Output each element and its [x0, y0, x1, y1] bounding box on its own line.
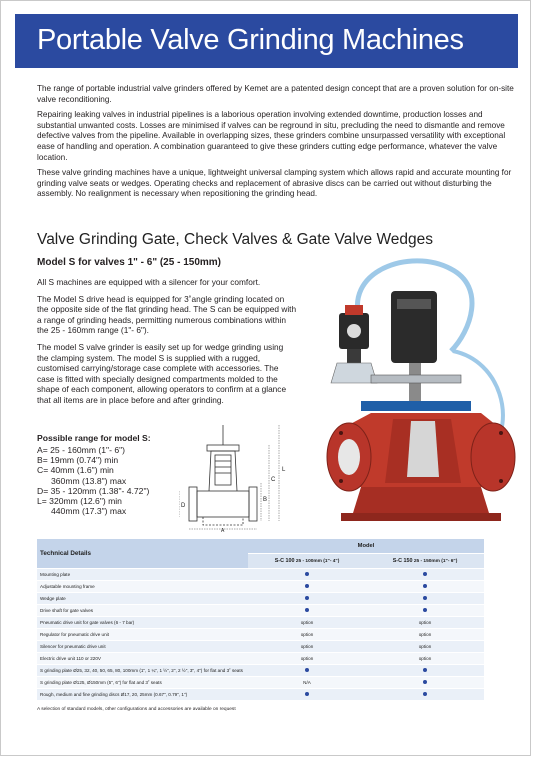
availability-cell: N/A: [248, 677, 366, 689]
included-dot-icon: [423, 596, 428, 601]
included-cell: [248, 569, 366, 581]
feature-label: S grinding plate Ø25, 32, 40, 50, 65, 80, 100mm (1", 1 ¼", 1 ½", 2", 2 ½", 3", 4") for flat and 3˚ seats: [37, 665, 248, 677]
drawing-label-b: B: [263, 497, 268, 503]
column-header: [366, 554, 484, 569]
feature-label: Mounting plate: [37, 569, 248, 581]
included-cell: [248, 689, 366, 701]
feature-label: Wedge plate: [37, 593, 248, 605]
model-s-description: [37, 277, 297, 412]
included-dot-icon: [423, 692, 428, 697]
feature-label: S grinding plate Ø125, Ø150mm (5", 6") for flat and 3˚ seats: [37, 677, 248, 689]
model-header: Model: [248, 539, 484, 554]
included-cell: [248, 665, 366, 677]
included-dot-icon: [305, 584, 310, 589]
feature-label: Electric drive unit 110 or 220V: [37, 653, 248, 665]
table-row: [37, 653, 484, 665]
availability-cell: option: [248, 629, 366, 641]
included-cell: [366, 569, 484, 581]
included-cell: [366, 689, 484, 701]
included-cell: [366, 581, 484, 593]
intro-paragraph: Repairing leaking valves in industrial pipelines is a laborious operation involving extended downtime, production losses and substantial unwanted costs. Losses are minimised if valves can be reground in situ, precluding the need to dismantle and remove defective valves from the pipeline. Available in overlapping sizes, these grinders combine unsurpassed versatility with exceptional ease of handling and operation. A combination guaranteed to give these grinders cutting edge performance, whatever the valve location.: [37, 110, 506, 162]
technical-details-table: [37, 539, 484, 701]
intro-paragraph: These valve grinding machines have a unique, lightweight universal clamping system which allows rapid and accurate mounting for grinding valve seats or wedges. Operating checks and replacement of abrasive discs can be carried out without disturbing the assembly. No realignment is necessary when repositioning the grinding head.: [37, 168, 512, 199]
feature-label: Regulator for pneumatic drive unit: [37, 629, 248, 641]
table-row: [37, 581, 484, 593]
model-range: 25 - 150mm (1"- 6"): [413, 559, 458, 564]
range-item: 440mm (17.3") max: [51, 506, 127, 517]
table-row: [37, 665, 484, 677]
table-title: Technical Details: [37, 539, 248, 569]
included-dot-icon: [423, 668, 428, 673]
range-item: L= 320mm (12.6") min: [37, 496, 122, 507]
included-cell: [366, 677, 484, 689]
drawing-label-d: D: [181, 503, 186, 509]
availability-cell: option: [366, 641, 484, 653]
table-row: [37, 677, 484, 689]
page-title: Portable Valve Grinding Machines: [37, 24, 464, 56]
included-dot-icon: [305, 608, 310, 613]
included-dot-icon: [423, 572, 428, 577]
feature-label: Rough, medium and fine grinding discs Ø17, 20, 25mm (0.67", 0.79", 1"): [37, 689, 248, 701]
included-dot-icon: [423, 680, 428, 685]
included-cell: [248, 581, 366, 593]
availability-cell: option: [248, 617, 366, 629]
table-row: [37, 593, 484, 605]
drawing-label-a: A: [221, 528, 225, 533]
range-item: B= 19mm (0.74") min: [37, 455, 119, 466]
range-item: D= 35 - 120mm (1.38"- 4.72"): [37, 485, 150, 496]
availability-cell: option: [366, 617, 484, 629]
intro-paragraph: The range of portable industrial valve grinders offered by Kemet are a patented design concept that are a proven solution for on-site valve reconditioning.: [37, 84, 514, 104]
feature-label: Drive shaft for gate valves: [37, 605, 248, 617]
availability-cell: option: [248, 641, 366, 653]
included-dot-icon: [423, 584, 428, 589]
included-cell: [366, 665, 484, 677]
model-code: S-C 100: [274, 558, 295, 564]
included-dot-icon: [423, 608, 428, 613]
model-s-heading: Model S for valves 1" - 6" (25 - 150mm): [37, 257, 221, 268]
included-dot-icon: [305, 692, 310, 697]
included-cell: [248, 605, 366, 617]
table-row: [37, 569, 484, 581]
column-header: [248, 554, 366, 569]
model-s-paragraph: The model S valve grinder is easily set up for wedge grinding using the clamping system. The model S is supplied with a rugged, customised carrying/storage case complete with accessories. The case is fitted with specially designed compartments molded to the shape of each component, allowing operators to confirm at a glance that all items are in place before and after grinding.: [37, 341, 287, 405]
range-item: C= 40mm (1.6") min: [37, 465, 114, 476]
table-row: [37, 605, 484, 617]
title-banner: [15, 14, 518, 68]
drawing-label-l: L: [282, 467, 286, 473]
model-s-paragraph: All S machines are equipped with a silencer for your comfort.: [37, 277, 261, 287]
table-row: [37, 641, 484, 653]
range-item: 360mm (13.8") max: [51, 475, 127, 486]
feature-label: Silencer for pneumatic drive unit: [37, 641, 248, 653]
included-dot-icon: [305, 668, 310, 673]
drawing-label-c: C: [271, 477, 276, 483]
feature-label: Adjustable mounting frame: [37, 581, 248, 593]
table-row: [37, 689, 484, 701]
range-title: Possible range for model S:: [37, 433, 151, 443]
table-footnote: A selection of standard models, other configurations and accessories are available on request: [37, 707, 236, 712]
included-cell: [366, 593, 484, 605]
model-s-paragraph: The Model S drive head is equipped for 3˚angle grinding located on the opposite side of the flat grinding head. The S can be equipped with a range of grinding heads, permitting numerous combinations within the 25 - 160mm range (1"- 6").: [37, 293, 297, 336]
model-range: 25 - 100mm (1"- 4"): [295, 559, 340, 564]
included-dot-icon: [305, 572, 310, 577]
valve-dimension-drawing: [179, 421, 299, 533]
range-list: [37, 445, 149, 516]
table-row: [37, 617, 484, 629]
included-cell: [248, 593, 366, 605]
section-title: Valve Grinding Gate, Check Valves & Gate Valve Wedges: [37, 231, 434, 248]
intro-text: [37, 84, 515, 205]
feature-label: Pneumatic drive unit for gate valves (6 - 7 bar): [37, 617, 248, 629]
availability-cell: option: [366, 629, 484, 641]
included-dot-icon: [305, 596, 310, 601]
table-row: [37, 629, 484, 641]
availability-cell: option: [366, 653, 484, 665]
valve-grinder-photo: [301, 251, 521, 529]
included-cell: [366, 605, 484, 617]
model-code: S-C 150: [392, 558, 413, 564]
availability-cell: option: [248, 653, 366, 665]
range-item: A= 25 - 160mm (1"- 6"): [37, 445, 126, 455]
